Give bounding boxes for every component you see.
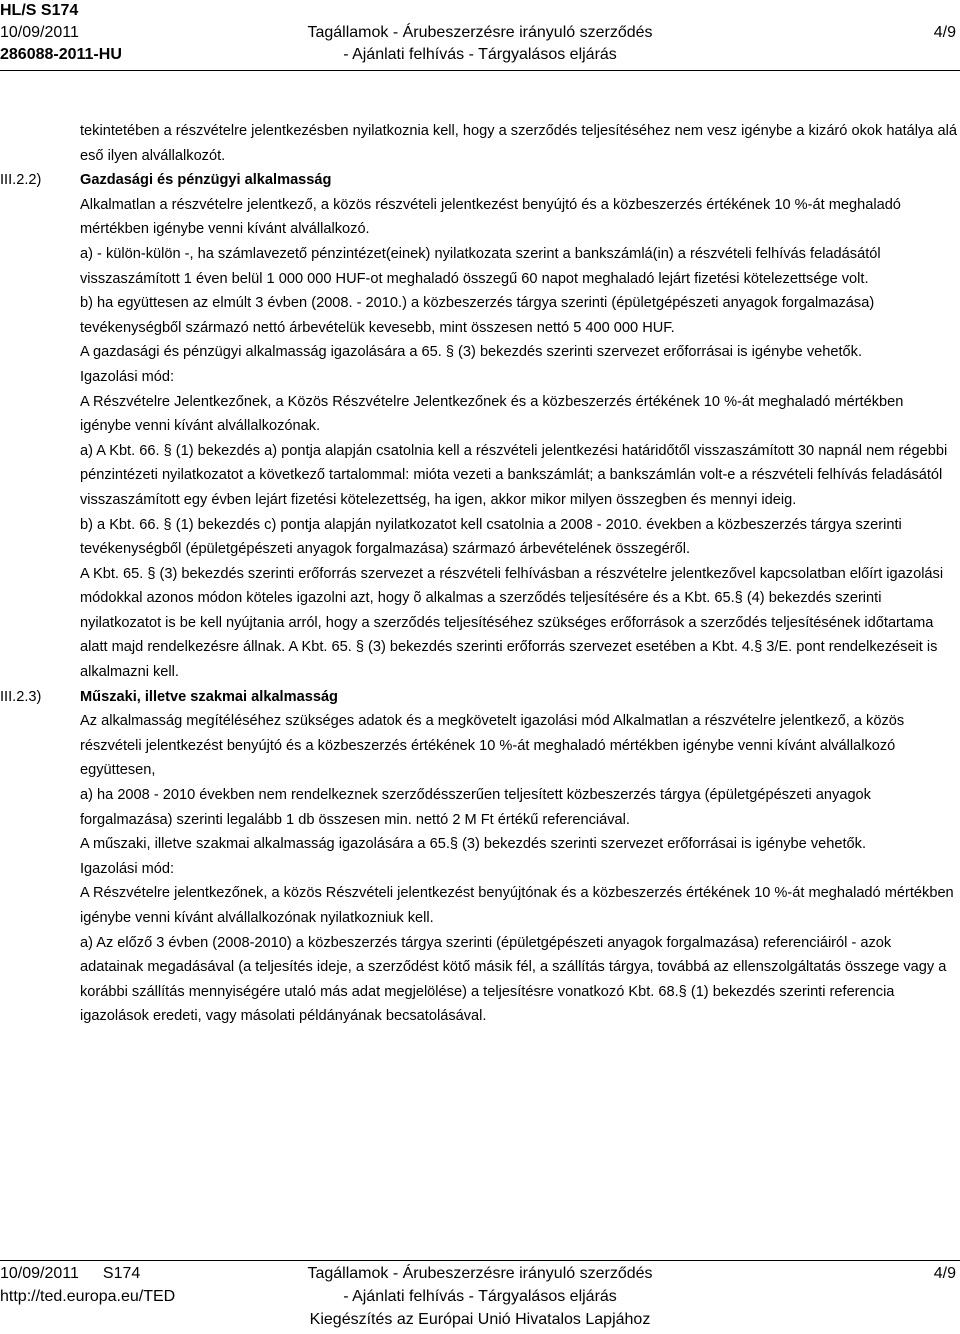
header-page-number: 4/9 — [933, 24, 956, 41]
footer-title-line3: Kiegészítés az Európai Unió Hivatalos Lapjához — [309, 1311, 651, 1328]
paragraph: Igazolási mód: — [80, 860, 175, 877]
document-body — [0, 119, 960, 1029]
paragraph: b) a Kbt. 66. § (1) bekezdés c) pontja alapján nyilatkozatot kell csatolnia a 2008 - 2010. években a közbeszerzés tárgya szerinti tevékenységből (épületgépészeti anyagok forgalmazása) származó árbevételének összegéről. — [80, 516, 902, 558]
paragraph: Alkalmatlan a részvételre jelentkező, a közös részvételi jelentkezést benyújtó és a közbeszerzés értékének 10 %-át meghaladó mértékben igénybe venni kívánt alvállalkozó. — [80, 196, 901, 238]
footer-title — [0, 1262, 960, 1331]
footer-date: 10/09/2011 — [0, 1265, 79, 1282]
section-heading: Műszaki, illetve szakmai alkalmasság — [80, 688, 338, 705]
section-technical — [0, 685, 960, 1029]
page-header — [0, 0, 960, 72]
section-economic — [0, 168, 960, 684]
section-number: III.2.2) — [0, 172, 42, 189]
footer-series: S174 — [102, 1265, 141, 1282]
header-divider — [0, 70, 960, 71]
header-notice-number: 286088-2011-HU — [0, 46, 122, 63]
footer-url[interactable]: http://ted.europa.eu/TED — [0, 1288, 176, 1305]
header-title-line2: - Ajánlati felhívás - Tárgyalásos eljárás — [343, 46, 617, 63]
paragraph: Az alkalmasság megítéléséhez szükséges adatok és a megkövetelt igazolási mód Alkalmatlan a részvételre jelentkező, a közös részvételi jelentkezést benyújtó és a közbeszerzés értékének 10 %-át meghaladó mértékben igénybe venni kívánt alvállalkozó együttesen, — [80, 713, 905, 779]
paragraph: a) ha 2008 - 2010 években nem rendelkeznek szerződésszerűen teljesített közbeszerzés tárgya (épületgépészeti anyagok forgalmazása) szerinti legalább 1 db összesen min. nettó 2 M Ft értékű referenciával. — [80, 787, 871, 828]
intro-section — [0, 119, 960, 168]
footer-page-number: 4/9 — [933, 1265, 956, 1282]
page-footer — [0, 1262, 960, 1334]
section-number: III.2.3) — [0, 688, 42, 705]
paragraph: a) A Kbt. 66. § (1) bekezdés a) pontja alapján csatolnia kell a részvételi jelentkezési határidőtől visszaszámított 30 napnál nem régebbi pénzintézeti nyilatkozatot a következő tartalommal: mióta vezeti a bankszámlát; a bankszámlán volt-e a részvételi felhívás feladásától visszaszámított egy évben lejárt fizetési kötelezettség, ha igen, akkor mikor milyen összegben és mennyi ideig. — [80, 442, 948, 508]
footer-title-line2: - Ajánlati felhívás - Tárgyalásos eljárás — [343, 1288, 617, 1305]
paragraph: A gazdasági és pénzügyi alkalmasság igazolására a 65. § (3) bekezdés szerinti szervezet erőforrásai is igénybe vehetők. — [80, 344, 863, 361]
paragraph: A Kbt. 65. § (3) bekezdés szerinti erőforrás szervezet a részvételi felhívásban a részvételre jelentkezővel kapcsolatban előírt igazolási módokkal azonos módon köteles igazolni azt, hogy õ alkalmas a szerződés teljesítésére és a Kbt. 65.§ (4) bekezdés szerinti nyilatkozatot is be kell nyújtania arról, hogy a szerződés teljesítéséhez szükséges erőforrások a szerződés teljesítésének időtartama alatt majd rendelkezésre állnak. A Kbt. 65. § (3) bekezdés szerinti erőforrás szervezet esetében a Kbt. 4.§ 3/E. pont rendelkezéseit is alkalmazni kell. — [80, 565, 944, 681]
paragraph: A Részvételre jelentkezőnek, a közös Részvételi jelentkezést benyújtónak és a közbeszerzés értékének 10 %-át meghaladó mértékben igénybe venni kívánt alvállalkozónak nyilatkozniuk kell. — [80, 885, 954, 926]
header-title-line1: Tagállamok - Árubeszerzésre irányuló szerződés — [307, 24, 653, 41]
paragraph: a) - külön-külön -, ha számlavezető pénzintézet(einek) nyilatkozata szerint a bankszámlá(in) a részvételi felhívás feladásától visszaszámított 1 éven belül 1 000 000 HUF-ot meghaladó összegű 60 napot meghaladó lejárt fizetési kötelezettsége volt. — [80, 245, 881, 287]
paragraph: A Részvételre Jelentkezőnek, a Közös Részvételre Jelentkezőnek és a közbeszerzés értékének 10 %-át meghaladó mértékben igénybe venni kívánt alvállalkozónak. — [80, 393, 904, 435]
header-doc-id: HL/S S174 — [0, 2, 79, 19]
paragraph: a) Az előző 3 évben (2008-2010) a közbeszerzés tárgya szerinti (épületgépészeti anyagok forgalmazása) referenciáiról - azok adatainak megadásával (a teljesítés ideje, a szerződést kötő másik fél, a szállítás tárgya, továbbá az ellenszolgáltatás összege vagy a korábbi szállítás mennyiségére utaló más adat megjelölése) a teljesítésre vonatkozó Kbt. 68.§ (1) bekezdés szerinti referencia igazolások eredeti, vagy másolati példányának becsatolásával. — [80, 934, 947, 1025]
section-heading: Gazdasági és pénzügyi alkalmasság — [80, 172, 332, 189]
intro-paragraph: tekintetében a részvételre jelentkezésben nyilatkoznia kell, hogy a szerződés teljesítéséhez nem vesz igénybe a kizáró okok hatálya alá eső ilyen alvállalkozót. — [80, 123, 957, 164]
paragraph: Igazolási mód: — [80, 368, 175, 385]
header-date: 10/09/2011 — [0, 24, 79, 41]
footer-divider — [0, 1260, 960, 1261]
paragraph: A műszaki, illetve szakmai alkalmasság igazolására a 65.§ (3) bekezdés szerinti szervezet erőforrásai is igénybe vehetők. — [80, 836, 866, 853]
header-title — [0, 22, 960, 66]
footer-title-line1: Tagállamok - Árubeszerzésre irányuló szerződés — [307, 1265, 653, 1282]
paragraph: b) ha együttesen az elmúlt 3 évben (2008. - 2010.) a közbeszerzés tárgya szerinti (épületgépészeti anyagok forgalmazása) tevékenységből származó nettó árbevételük kevesebb, mint összesen nettó 5 400 000 HUF. — [80, 295, 875, 336]
